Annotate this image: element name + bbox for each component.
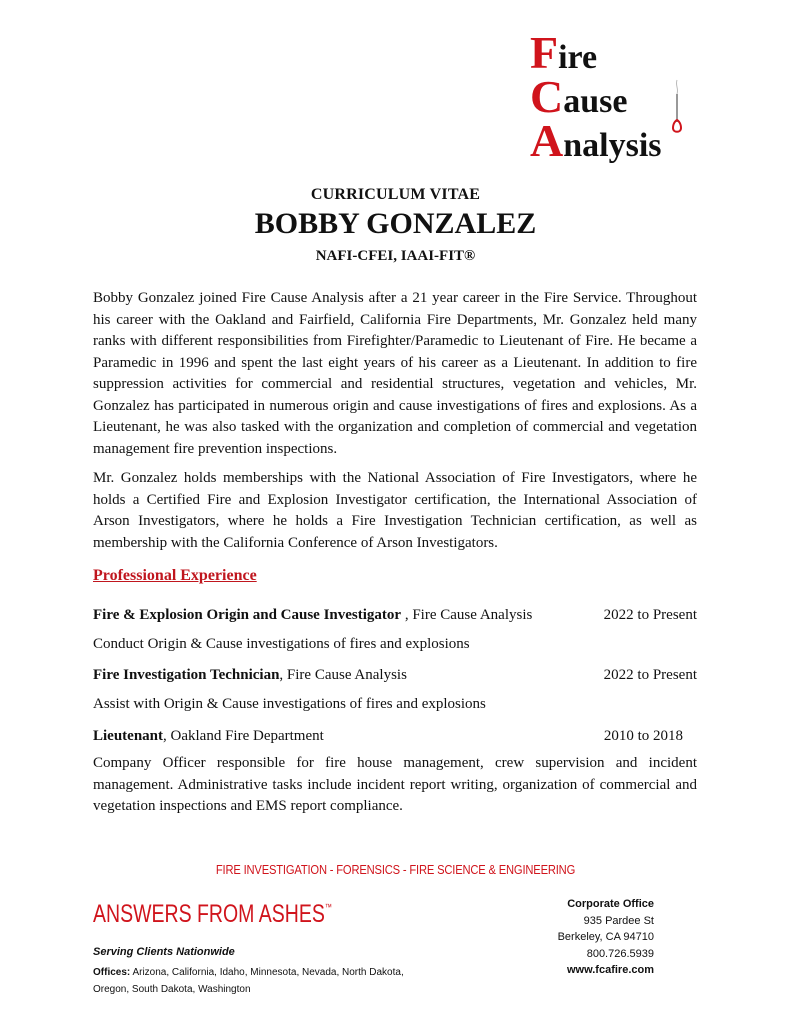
candidate-credentials: NAFI-CFEI, IAAI-FIT® [315, 248, 476, 264]
footer-slogan [93, 900, 332, 929]
corporate-website-link[interactable]: www.fcafire.com [566, 964, 654, 976]
experience-entry [93, 604, 697, 656]
corporate-city: Berkeley, CA 94710 [557, 931, 654, 943]
footer-tagline: FIRE INVESTIGATION - FORENSICS - FIRE SCIENCE & ENGINEERING [215, 862, 576, 877]
logo-initial: A [530, 115, 564, 166]
job-employer: , Oakland Fire Department [163, 728, 324, 744]
trademark-mark: ™ [324, 902, 332, 912]
job-employer: , Fire Cause Analysis [401, 607, 533, 623]
job-description: Company Officer responsible for fire house management, crew supervision and incident management. Administrative tasks include incident report writing, organization of commercial and vegetation inspections and EMS report compliance. [93, 755, 697, 814]
serving-clients-text: Serving Clients Nationwide [93, 946, 235, 958]
logo-initial: F [530, 27, 559, 78]
offices-states: Arizona, California, Idaho, Minnesota, Nevada, North Dakota, Oregon, South Dakota, Washington [93, 967, 404, 995]
logo-word: ause [563, 83, 628, 120]
logo-word: ire [558, 39, 598, 76]
job-dates: 2010 to 2018 [603, 728, 683, 744]
experience-header [93, 725, 697, 747]
experience-entry [93, 725, 697, 818]
logo-initial: C [530, 71, 564, 122]
job-employer: , Fire Cause Analysis [279, 667, 407, 683]
corporate-phone: 800.726.5939 [586, 947, 654, 960]
offices-list [93, 964, 433, 998]
document-title: CURRICULUM VITAE [310, 186, 481, 203]
corporate-office-block [520, 896, 654, 979]
experience-header [93, 604, 697, 626]
bio-paragraph: Bobby Gonzalez joined Fire Cause Analysis after a 21 year career in the Fire Service. Throughout his career with the Oakland and Fairfield, California Fire Departments, Mr. Gonzalez held many ranks with different responsibilities from Firefighter/Paramedic to Lieutenant of Fire. He became a Paramedic in 1996 and spent the last eight years of his career as a Lieutenant. In addition to fire suppression activities for commercial and residential structures, vegetation and vehicles, Mr. Gonzalez has participated in numerous origin and cause investigations of fires and explosions. As a Lieutenant, he was also tasked with the organization and completion of commercial and vegetation management fire prevention inspections. [93, 290, 697, 457]
corporate-street: 935 Pardee St [583, 914, 654, 927]
experience-header [93, 664, 697, 686]
bio-paragraph: Mr. Gonzalez holds memberships with the National Association of Fire Investigators, where he holds a Certified Fire and Explosion Investigator certification, the International Association of Arson Investigators, where he holds a Fire Investigation Technician certification, as well as membership with the California Conference of Arson Investigators. [93, 470, 697, 551]
corporate-office-heading: Corporate Office [567, 898, 654, 910]
job-dates: 2022 to Present [603, 667, 697, 683]
job-description: Assist with Origin & Cause investigations of fires and explosions [93, 696, 486, 712]
fire-cause-analysis-logo [530, 27, 710, 166]
match-flame-icon [670, 78, 684, 138]
candidate-name: BOBBY GONZALEZ [254, 207, 537, 240]
logo-line-analysis [530, 115, 662, 166]
section-heading-professional-experience: Professional Experience [93, 567, 257, 584]
job-dates: 2022 to Present [603, 607, 697, 623]
job-description: Conduct Origin & Cause investigations of fires and explosions [93, 636, 470, 652]
job-title: Fire Investigation Technician [93, 667, 280, 683]
logo-word: nalysis [563, 127, 662, 164]
experience-entry [93, 664, 697, 716]
job-title: Fire & Explosion Origin and Cause Investigator [93, 607, 402, 623]
offices-label: Offices: [93, 967, 131, 978]
logo-line-fire [530, 27, 598, 78]
job-title: Lieutenant [93, 728, 164, 744]
logo-line-cause [530, 71, 628, 122]
slogan-text: ANSWERS FROM ASHES [93, 900, 325, 928]
